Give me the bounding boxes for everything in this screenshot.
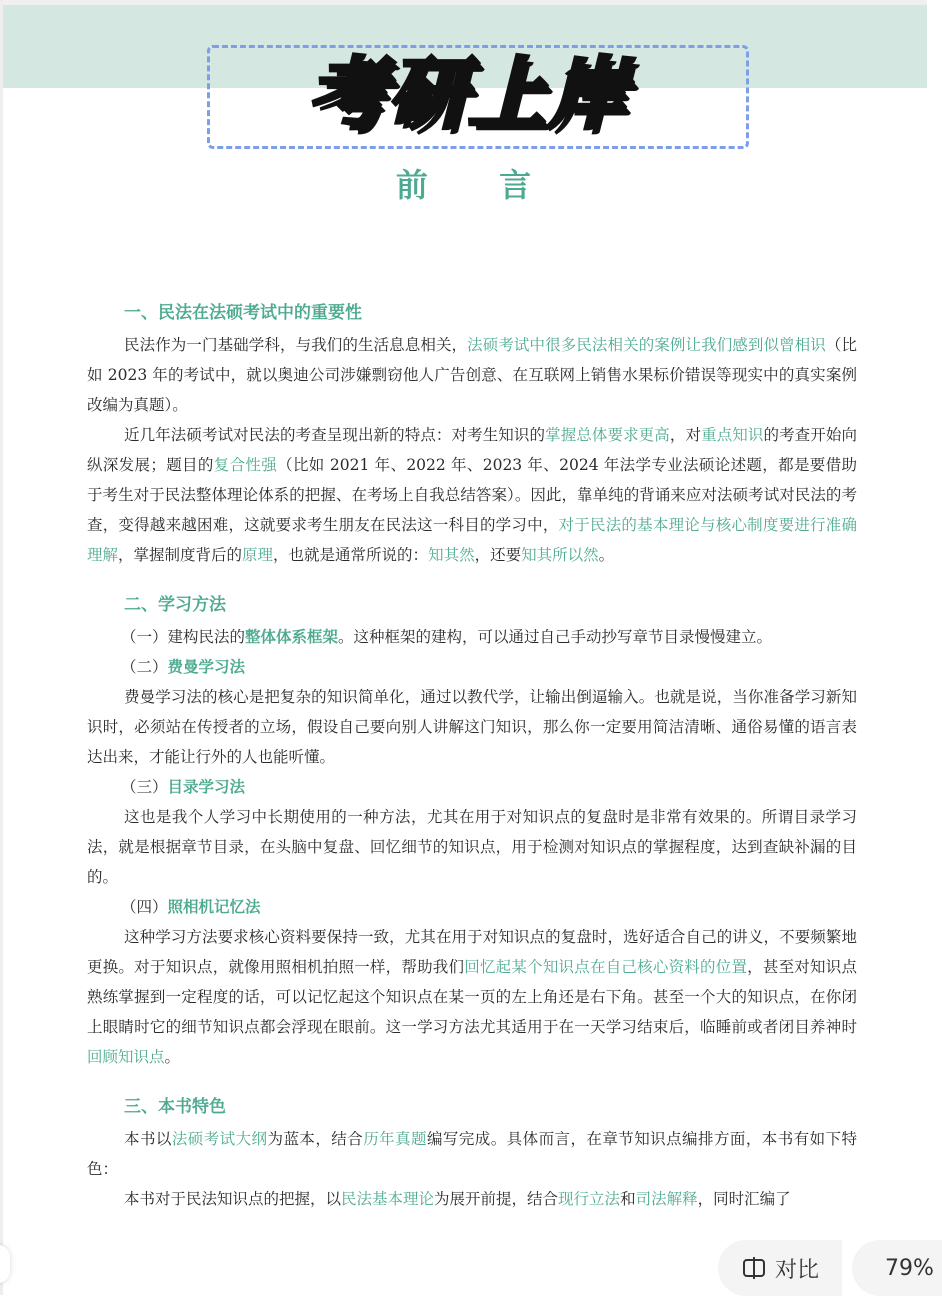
highlight-text: 现行立法 xyxy=(558,1190,621,1208)
text-run: ，同时汇编了 xyxy=(697,1190,791,1208)
text-run: 本书以 xyxy=(124,1130,172,1148)
sticker-title[interactable]: 考研上岸 xyxy=(308,50,629,140)
zoom-label: 79% xyxy=(885,1255,934,1281)
highlight-text: 回顾知识点 xyxy=(87,1048,165,1066)
text-run: 和 xyxy=(620,1190,636,1208)
highlight-text: 复合性强 xyxy=(213,456,278,474)
text-run: 本书对于民法知识点的把握，以 xyxy=(124,1190,342,1208)
paragraph: 这也是我个人学习中长期使用的一种方法，尤其在用于对知识点的复盘时是非常有效果的。所谓目录学习法，就是根据章节目录，在头脑中复盘、回忆细节的知识点，用于检测对知识点的掌握程度，达到查缺补漏的目的。 xyxy=(87,808,857,886)
highlight-text: 回忆起某个知识点在自己核心资料的位置 xyxy=(464,958,748,976)
text-run: （一）建构民法的 xyxy=(121,628,246,646)
text-run: ，还要 xyxy=(474,546,522,564)
highlight-text: 知其然 xyxy=(428,546,475,564)
section-heading-3: 三、本书特色 xyxy=(124,1097,226,1117)
method-item-1 xyxy=(87,622,857,652)
paragraph: 费曼学习法的核心是把复杂的知识简单化，通过以教代学，让输出倒逼输入。也就是说，当你准备学习新知识时，必须站在传授者的立场，假设自己要向别人讲解这门知识，那么你一定要用简洁清晰、通俗易懂的语言表达出来，才能让行外的人也能听懂。 xyxy=(87,688,857,766)
compare-button[interactable] xyxy=(718,1240,842,1296)
text-run: ，掌握制度背后的 xyxy=(118,546,243,564)
text-run: 民法作为一门基础学科，与我们的生活息息相关， xyxy=(124,336,468,354)
method-prefix: （二） xyxy=(121,658,168,676)
text-run: 近几年法硕考试对民法的考查呈现出新的特点：对考生知识的 xyxy=(124,426,546,444)
method-item-2 xyxy=(87,652,857,682)
highlight-text: 法硕考试中很多民法相关的案例让我们感到似曾相识 xyxy=(467,336,826,354)
side-handle[interactable] xyxy=(0,1245,10,1283)
highlight-text: 对于民法的基本理论与核心制度要进行准确理解 xyxy=(87,516,857,564)
highlight-text: 掌握总体要求更高 xyxy=(545,426,670,444)
text-run: ，也就是通常所说的： xyxy=(273,546,429,564)
text-run: ，甚至对知识点熟练掌握到一定程度的话，可以记忆起这个知识点在某一页的左上角还是右下角。甚至一个大的知识点，在你闭上眼睛时它的细节知识点都会浮现在眼前。这一学习方法尤其适用于在一天学习结束后，临睡前或者闭目养神时 xyxy=(87,958,857,1036)
highlight-text: 司法解释 xyxy=(635,1190,698,1208)
paragraph xyxy=(87,330,857,420)
paragraph xyxy=(87,922,857,1072)
highlight-text: 历年真题 xyxy=(363,1130,427,1148)
compare-label: 对比 xyxy=(774,1257,819,1283)
section-heading-2: 二、学习方法 xyxy=(124,595,226,615)
method-item-4 xyxy=(87,892,857,922)
zoom-level[interactable] xyxy=(852,1240,942,1296)
method-prefix: （三） xyxy=(121,778,168,796)
paragraph xyxy=(87,420,857,570)
method-prefix: （四） xyxy=(121,898,168,916)
text-run: （比如 2021 年、2022 年、2023 年、2024 年法学专业法硕论述题，都是要借助于考生对于民法整体理论体系的把握、在考场上自我总结答案）。因此，靠单纯的背诵来应对法硕考试对民法的考查，变得越来越困难，这就要求考生朋友在民法这一科目的学习中， xyxy=(87,456,857,534)
method-item-3 xyxy=(87,772,857,802)
highlight-text: 原理 xyxy=(242,546,274,564)
text-run: 这种学习方法要求核心资料要保持一致，尤其在用于对知识点的复盘时，选好适合自己的讲义，不要频繁地更换。对于知识点，就像用照相机拍照一样，帮助我们 xyxy=(87,928,857,976)
method-title: 照相机记忆法 xyxy=(167,897,261,916)
highlight-text: 民法基本理论 xyxy=(341,1190,435,1208)
text-run: 编写完成。具体而言，在章节知识点编排方面，本书有如下特色： xyxy=(87,1130,857,1178)
text-run: （比如 2023 年的考试中，就以奥迪公司涉嫌剽窃他人广告创意、在互联网上销售水果标价错误等现实中的真实案例改编为真题）。 xyxy=(87,336,857,414)
text-run: 。这种框架的建构，可以通过自己手动抄写章节目录慢慢建立。 xyxy=(338,628,773,646)
highlight-text: 知其所以然 xyxy=(521,546,599,564)
compare-icon xyxy=(741,1255,767,1281)
text-run: 。 xyxy=(598,546,615,564)
text-run: 的考查开始向纵深发展；题目的 xyxy=(87,426,857,474)
document-body xyxy=(87,296,857,1214)
section-heading-1: 一、民法在法硕考试中的重要性 xyxy=(124,303,362,323)
text-run: 。 xyxy=(164,1048,181,1066)
highlight-text: 重点知识 xyxy=(701,426,764,444)
paragraph xyxy=(87,1124,857,1184)
text-run: 为蓝本，结合 xyxy=(267,1130,364,1148)
paragraph xyxy=(87,1184,857,1214)
text-run: 为展开前提，结合 xyxy=(434,1190,559,1208)
text-run: ，对 xyxy=(669,426,702,444)
page-title: 前 言 xyxy=(395,166,562,204)
method-title: 费曼学习法 xyxy=(167,657,246,676)
method-title: 目录学习法 xyxy=(167,777,246,796)
highlight-text: 整体体系框架 xyxy=(245,627,339,646)
highlight-text: 法硕考试大纲 xyxy=(171,1130,268,1148)
